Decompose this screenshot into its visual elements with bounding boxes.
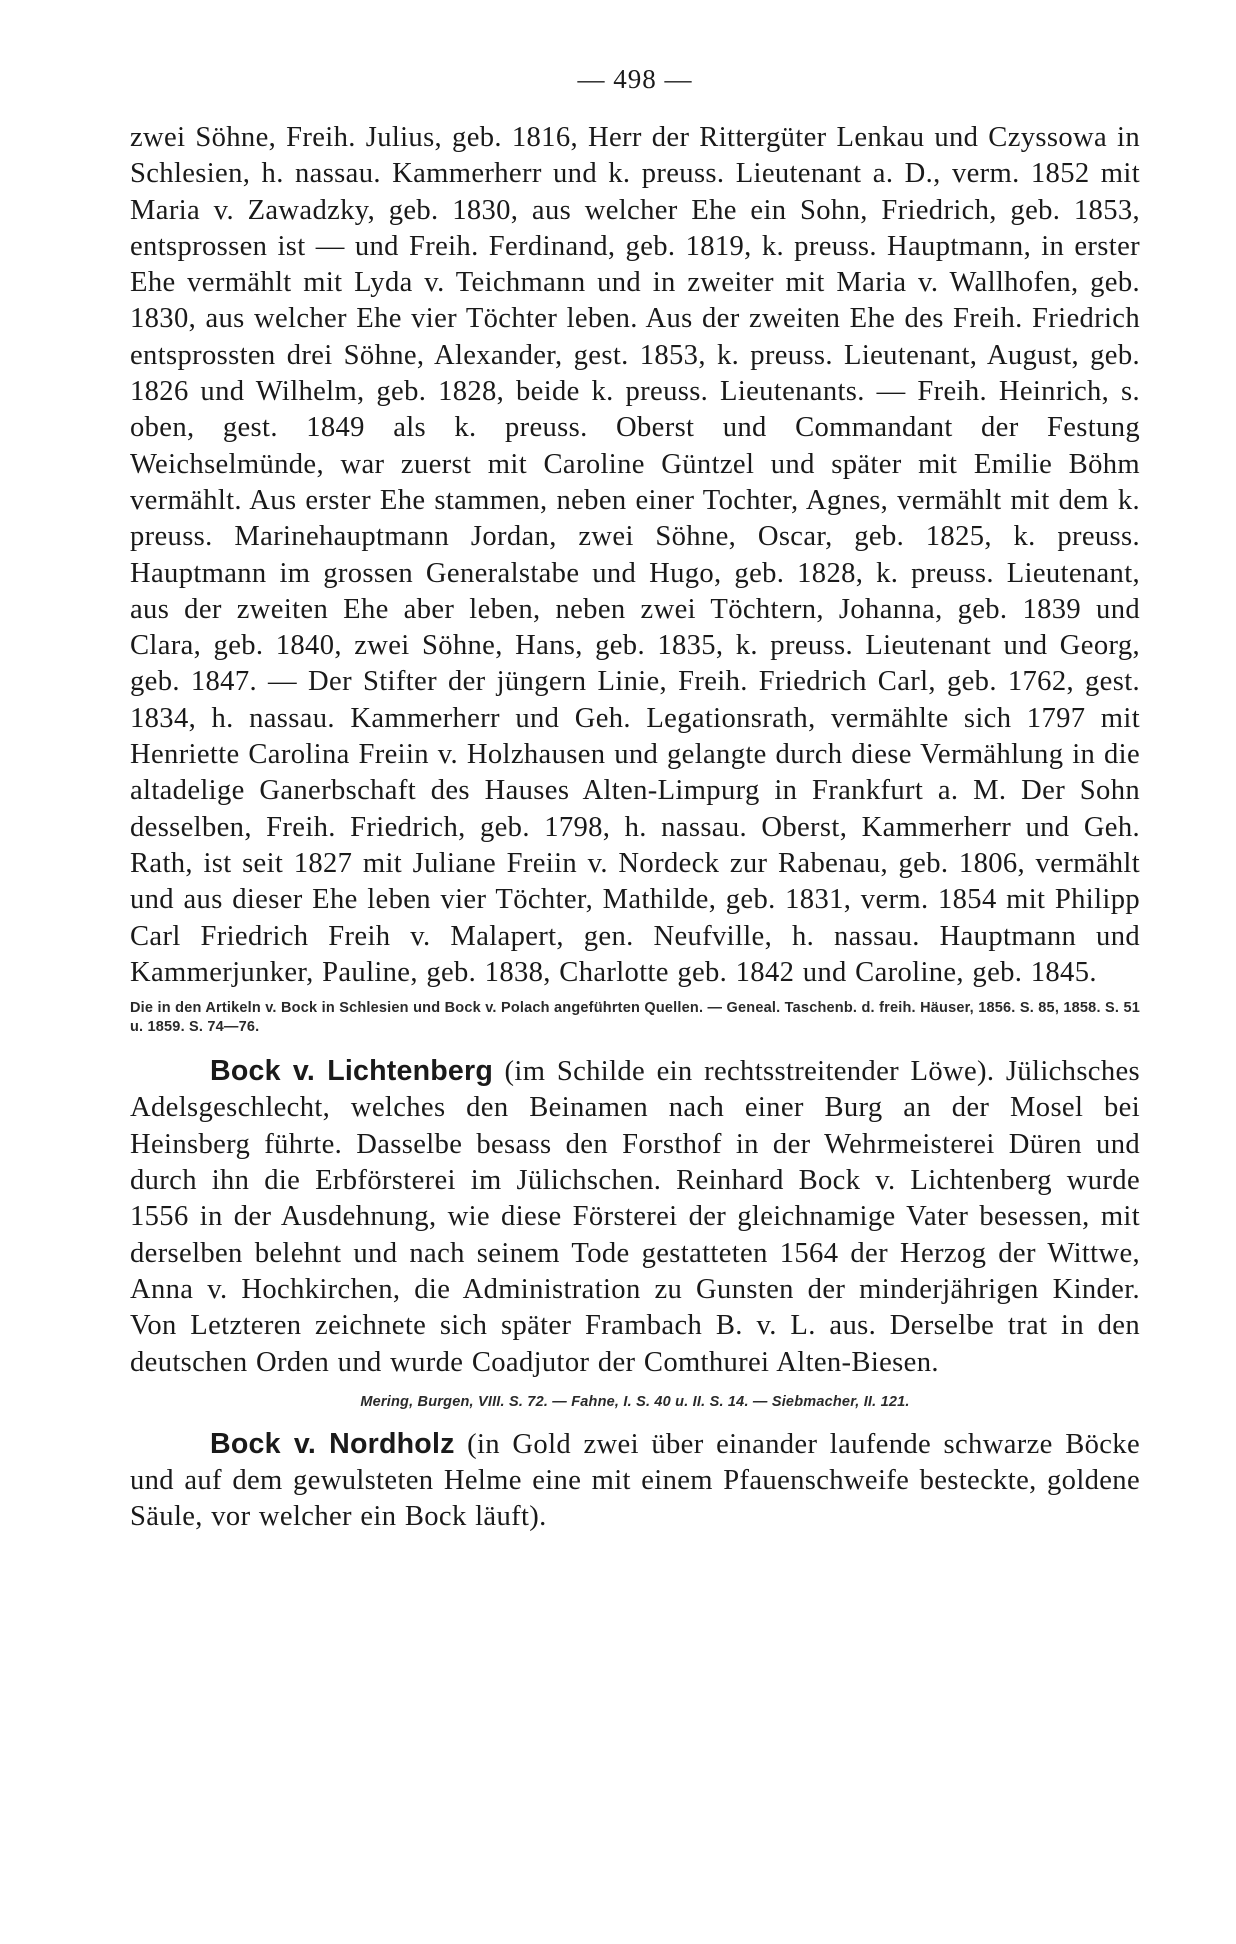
entry-bock-v-nordholz xyxy=(130,1426,1140,1536)
book-page xyxy=(130,62,1140,1536)
entry-heading-lichtenberg: Bock v. Lichtenberg xyxy=(210,1055,494,1088)
sources-footnote-1: Die in den Artikeln v. Bock in Schlesien und Bock v. Polach angeführten Quellen. — Geneal. Taschenb. d. freih. Häuser, 1856. S. 85, 1858. S. 51 u. 1859. S. 74—76. xyxy=(130,1000,1140,1036)
entry-body-nordholz: (in Gold zwei über einander laufende schwarze Böcke und auf dem gewulsteten Helme eine mit einem Pfauenschweife besteckte, goldene Säule, vor welcher ein Bock läuft). xyxy=(130,1428,1140,1533)
paragraph-bock-family-continuation: zwei Söhne, Freih. Julius, geb. 1816, Herr der Rittergüter Lenkau und Czyssowa in Schlesien, h. nassau. Kammerherr und k. preuss. Lieutenant a. D., verm. 1852 mit Maria v. Zawadzky, geb. 1830, aus welcher Ehe ein Sohn, Friedrich, geb. 1853, entsprossen ist — und Freih. Ferdinand, geb. 1819, k. preuss. Hauptmann, in erster Ehe vermählt mit Lyda v. Teichmann und in zweiter mit Maria v. Wallhofen, geb. 1830, aus welcher Ehe vier Töchter leben. Aus der zweiten Ehe des Freih. Friedrich entsprossten drei Söhne, Alexander, gest. 1853, k. preuss. Lieutenant, August, geb. 1826 und Wilhelm, geb. 1828, beide k. preuss. Lieutenants. — Freih. Heinrich, s. oben, gest. 1849 als k. preuss. Oberst und Commandant der Festung Weichselmünde, war zuerst mit Caroline Güntzel und später mit Emilie Böhm vermählt. Aus erster Ehe stammen, neben einer Tochter, Agnes, vermählt mit dem k. preuss. Marinehauptmann Jordan, zwei Söhne, Oscar, geb. 1825, k. preuss. Hauptmann im grossen Generalstabe und Hugo, geb. 1828, k. preuss. Lieutenant, aus der zweiten Ehe aber leben, neben zwei Töchtern, Johanna, geb. 1839 und Clara, geb. 1840, zwei Söhne, Hans, geb. 1835, k. preuss. Lieutenant und Georg, geb. 1847. — Der Stifter der jüngern Linie, Freih. Friedrich Carl, geb. 1762, gest. 1834, h. nassau. Kammerherr und Geh. Legationsrath, vermählte sich 1797 mit Henriette Carolina Freiin v. Holzhausen und gelangte durch diese Vermählung in die altadelige Ganerbschaft des Hauses Alten-Limpurg in Frankfurt a. M. Der Sohn desselben, Freih. Friedrich, geb. 1798, h. nassau. Oberst, Kammerherr und Geh. Rath, ist seit 1827 mit Juliane Freiin v. Nordeck zur Rabenau, geb. 1806, vermählt und aus dieser Ehe leben vier Töchter, Mathilde, geb. 1831, verm. 1854 mit Philipp Carl Friedrich Freih v. Malapert, gen. Neufville, h. nassau. Hauptmann und Kammerjunker, Pauline, geb. 1838, Charlotte geb. 1842 und Caroline, geb. 1845. xyxy=(130,122,1140,988)
entry-bock-v-lichtenberg xyxy=(130,1053,1140,1381)
sources-footnote-2: Mering, Burgen, VIII. S. 72. — Fahne, I. S. 40 u. II. S. 14. — Siebmacher, II. 121. xyxy=(360,1393,910,1410)
entry-heading-nordholz: Bock v. Nordholz xyxy=(210,1427,455,1460)
entry-body-lichtenberg: (im Schilde ein rechtsstreitender Löwe). Jülichsches Adelsgeschlecht, welches den Beinamen nach einer Burg an der Mosel bei Heinsberg führte. Dasselbe besass den Forsthof in der Wehrmeisterei Düren und durch ihn die Erbförsterei im Jülichschen. Reinhard Bock v. Lichtenberg wurde 1556 in der Ausdehnung, wie diese Försterei der gleichnamige Vater besessen, mit derselben belehnt und nach seinem Tode gestatteten 1564 der Herzog der Wittwe, Anna v. Hochkirchen, die Administration zu Gunsten der minderjährigen Kinder. Von Letzteren zeichnete sich später Frambach B. v. L. aus. Derselbe trat in den deutschen Orden und wurde Coadjutor der Comthurei Alten-Biesen. xyxy=(130,1056,1140,1378)
page-number: — 498 — xyxy=(577,64,693,94)
